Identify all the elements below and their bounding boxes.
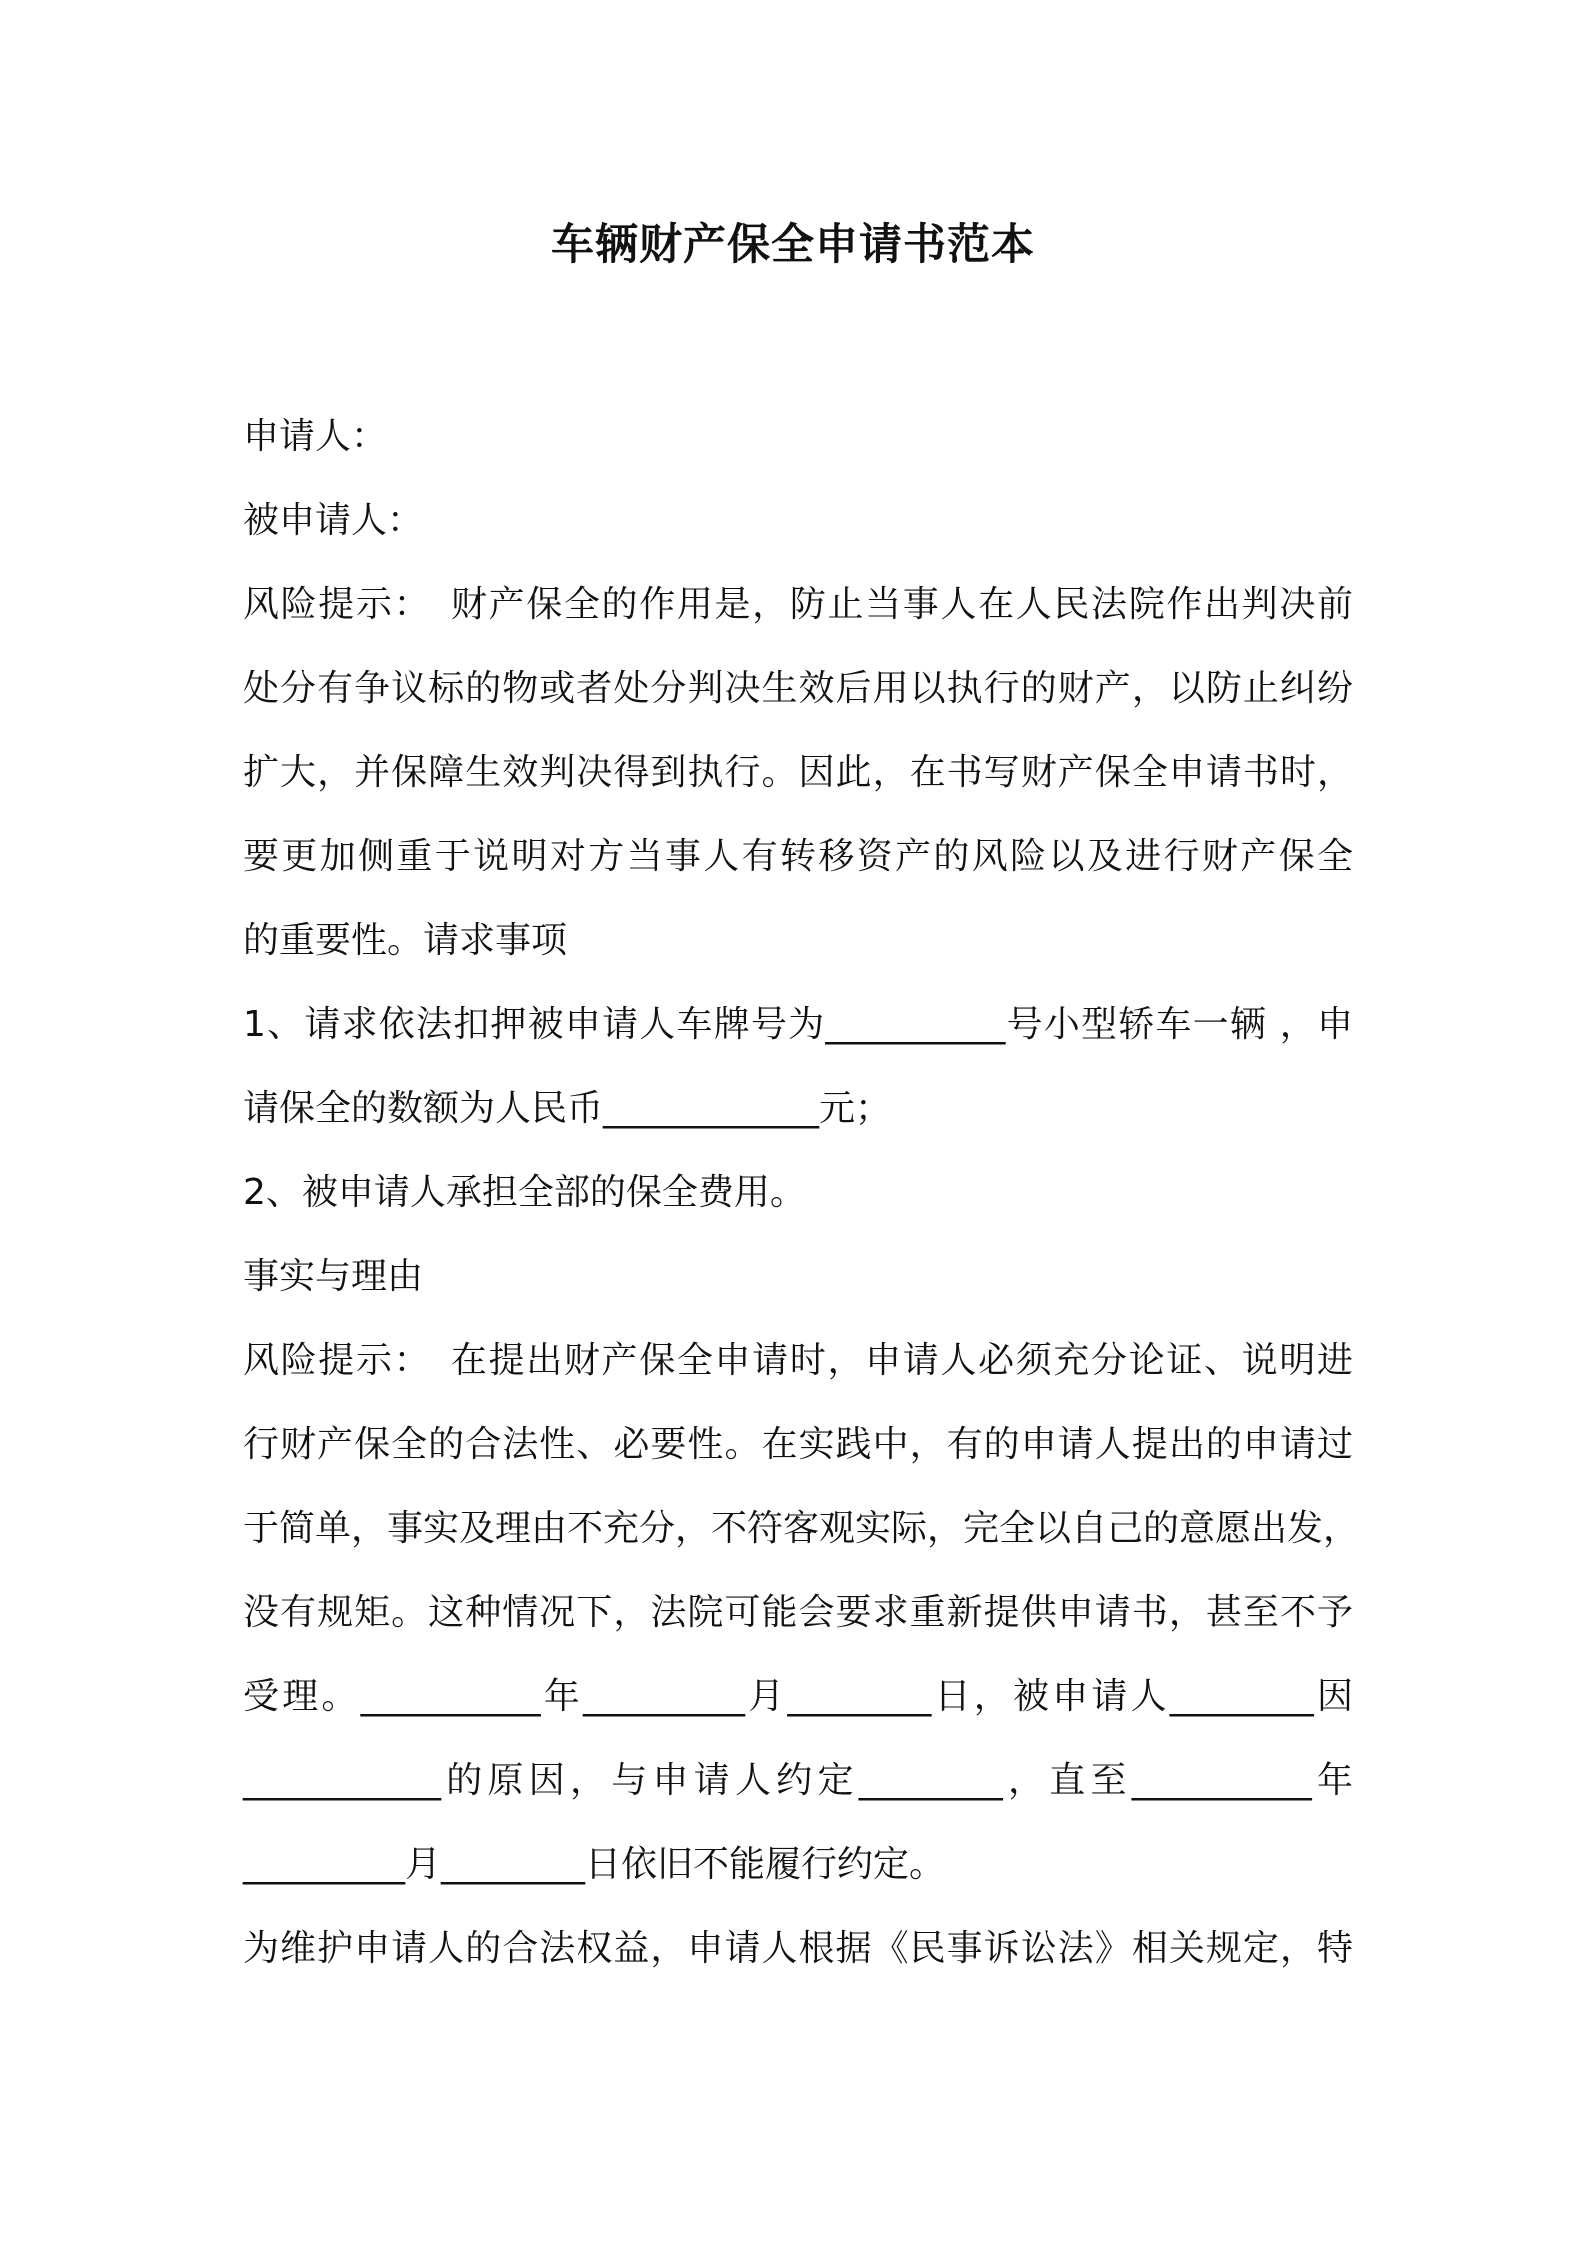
risk-note-2-line-2: 行财产保全的合法性、必要性。在实践中，有的申请人提出的申请过 <box>243 1424 1353 1465</box>
applicant-line: 申请人： <box>243 416 388 457</box>
risk-note-1-line-4: 要更加侧重于说明对方当事人有转移资产的风险以及进行财产保全 <box>243 836 1353 877</box>
claim-1-line-2: 请保全的数额为人民币____________元； <box>243 1088 892 1129</box>
facts-heading: 事实与理由 <box>243 1256 424 1297</box>
risk-note-2-line-1: 风险提示： 在提出财产保全申请时，申请人必须充分论证、说明进 <box>243 1340 1353 1381</box>
closing-line-1: 为维护申请人的合法权益，申请人根据《民事诉讼法》相关规定，特 <box>243 1928 1353 1969</box>
respondent-line: 被申请人： <box>243 500 424 541</box>
risk-note-2-line-3: 于简单，事实及理由不充分，不符客观实际，完全以自己的意愿出发， <box>243 1508 1360 1549</box>
risk-note-1-line-3: 扩大，并保障生效判决得到执行。因此，在书写财产保全申请书时， <box>243 752 1353 793</box>
facts-line-3: _________月________日依旧不能履行约定。 <box>243 1844 946 1885</box>
risk-note-1-line-5: 的重要性。请求事项 <box>243 920 568 961</box>
facts-line-1: 受理。__________年_________月________日，被申请人________因 <box>243 1676 1353 1717</box>
risk-note-1-line-2: 处分有争议标的物或者处分判决生效后用以执行的财产，以防止纠纷 <box>243 668 1353 709</box>
claim-2-line: 2、被申请人承担全部的保全费用。 <box>243 1172 806 1213</box>
facts-line-2: ___________的原因，与申请人约定________，直至__________年 <box>243 1760 1353 1801</box>
claim-1-line-1: 1、请求依法扣押被申请人车牌号为__________号小型轿车一辆 ，申 <box>243 1004 1353 1045</box>
risk-note-1-line-1: 风险提示： 财产保全的作用是，防止当事人在人民法院作出判决前 <box>243 584 1353 625</box>
risk-note-2-line-4: 没有规矩。这种情况下，法院可能会要求重新提供申请书，甚至不予 <box>243 1592 1353 1633</box>
document-title: 车辆财产保全申请书范本 <box>551 220 1035 270</box>
